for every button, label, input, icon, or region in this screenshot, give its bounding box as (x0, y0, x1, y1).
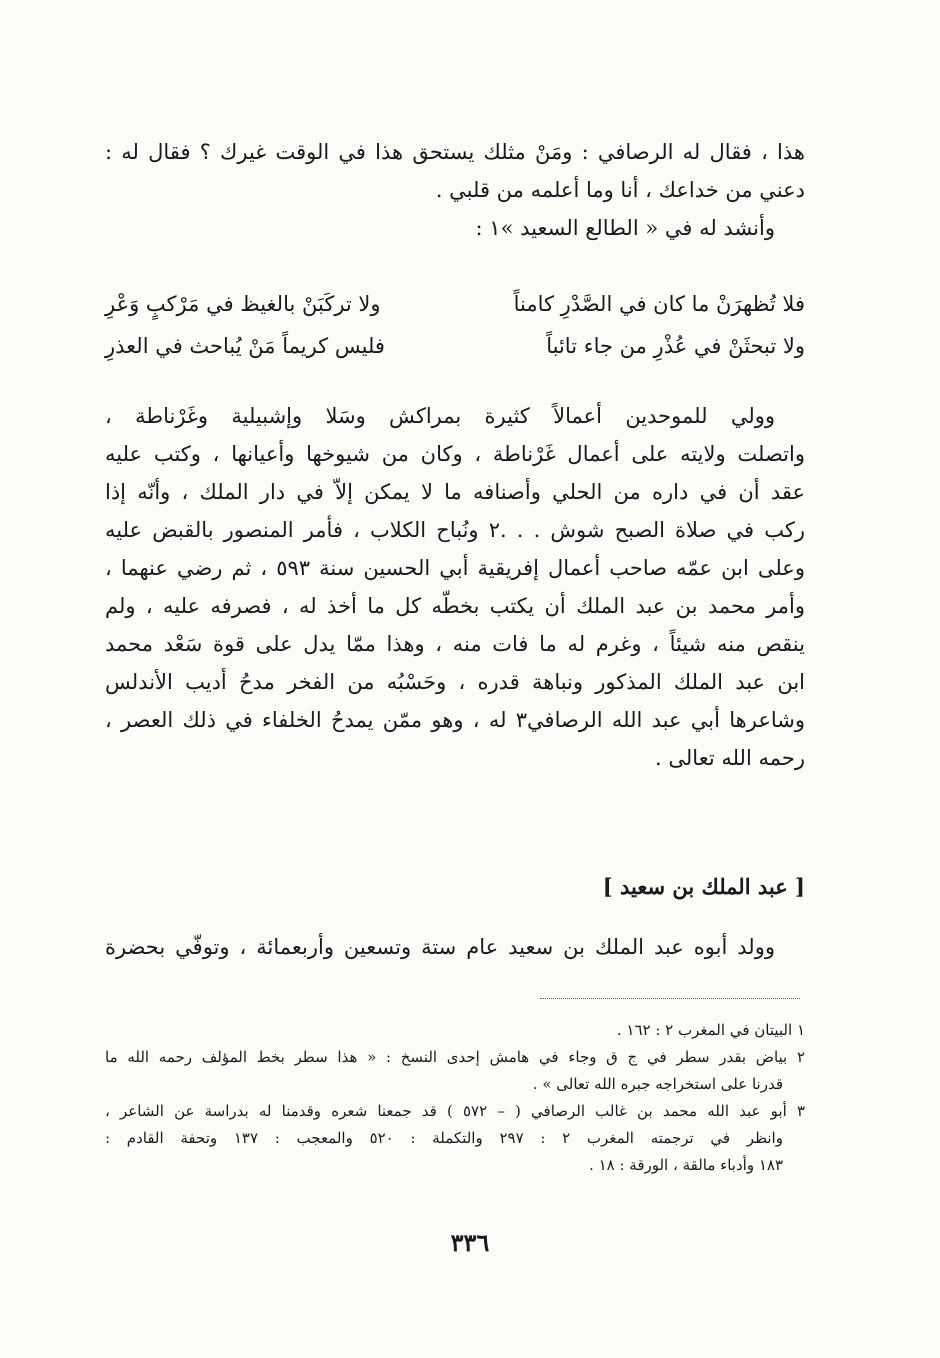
text-line: ابن عبد الملك المذكور ونباهة قدره ، وحَسْبُه من الفخر مدحُ أديب الأندلس (105, 670, 805, 694)
text-line: رحمه الله تعالى . (655, 746, 805, 770)
text-line: عقد أن في داره من الحلي وأصنافه ما لا يمكن إلاّ في دار الملك ، وأنّه إذا (105, 480, 805, 504)
paragraph-1 (105, 133, 805, 247)
footnote-separator (540, 998, 800, 999)
footnote-line: ٣ أبو عبد الله محمد بن غالب الرصافي ( – ٥٧٢ ) قد جمعنا شعره وقدمنا له بدراسة عن الشاعر ، (105, 1102, 805, 1120)
verse-second-hemistich: فليس كريماً مَنْ يُباحث في العذرِ (105, 334, 385, 358)
text-line: هذا ، فقال له الرصافي : ومَنْ مثلك يستحق هذا في الوقت غيرك ؟ فقال له : (105, 140, 805, 164)
page-number: ٣٣٦ (450, 1228, 490, 1257)
text-line: دعني من خداعك ، أنا وما أعلمه من قلبي . (435, 178, 805, 202)
footnote-line: قدرنا على استخراجه جبره الله تعالى » . (532, 1075, 783, 1093)
footnote-line: وانظر في ترجمته المغرب ٢ : ٢٩٧ والتكملة : ٥٢٠ والمعجب : ١٣٧ وتحفة القادم : (105, 1129, 783, 1147)
section-heading: [ عبد الملك بن سعيد ] (602, 874, 805, 899)
verse-line (105, 283, 805, 325)
poem-verses (105, 283, 805, 367)
verse-second-hemistich: ولا تركَبَنْ بالغيظ في مَرْكبٍ وَعْرِ (105, 292, 381, 316)
text-line: واتصلت ولايته على أعمال غَرْناطة ، وكان من شيوخها وأعيانها ، وكتب عليه (105, 442, 805, 466)
text-line: وولد أبوه عبد الملك بن سعيد عام ستة وتسعين وأربعمائة ، وتوفّي بحضرة (105, 935, 775, 959)
footnote (105, 1098, 805, 1179)
footnote-line: ١ البيتان في المغرب ٢ : ١٦٢ . (616, 1021, 805, 1039)
text-line: وأنشد له في « الطالع السعيد »١ : (475, 216, 775, 240)
footnotes (105, 1017, 805, 1179)
verse-first-hemistich: فلا تُظهرَنْ ما كان في الصَّدْرِ كامناً (513, 292, 805, 316)
text-line: وولي للموحدين أعمالاً كثيرة بمراكش وسَلا وإشبيلية وغَرْناطة ، (105, 404, 775, 428)
footnote (105, 1017, 805, 1044)
footnote-line: ٢ بياض بقدر سطر في ج ق وجاء في هامش إحدى النسخ : « هذا سطر بخط المؤلف رحمه الله ما (105, 1048, 805, 1066)
text-line: ركب في صلاة الصبح شوش . . .٢ ونُباح الكلاب ، فأمر المنصور بالقبض عليه (105, 518, 805, 542)
footnote (105, 1044, 805, 1098)
text-line: ينقص منه شيئاً ، وغرم له ما فات منه ، وهذا ممّا يدل على قوة سَعْد محمد (105, 632, 805, 656)
footnote-line: ١٨٣ وأدباء مالقة ، الورقة : ١٨ . (589, 1156, 783, 1174)
text-line: وشاعرها أبي عبد الله الرصافي٣ له ، وهو ممّن يمدحُ الخلفاء في ذلك العصر ، (105, 708, 805, 732)
paragraph-3 (105, 928, 805, 966)
verse-first-hemistich: ولا تبحثَنْ في عُذْرِ من جاء تائباً (546, 334, 805, 358)
paragraph-2 (105, 397, 805, 777)
text-line: وأمر محمد بن عبد الملك أن يكتب بخطّه كل ما أخذ له ، فصرفه عليه ، ولم (105, 594, 805, 618)
verse-line (105, 325, 805, 367)
text-line: وعلى ابن عمّه صاحب أعمال إفريقية أبي الحسين سنة ٥٩٣ ، ثم رضي عنهما ، (105, 556, 805, 580)
